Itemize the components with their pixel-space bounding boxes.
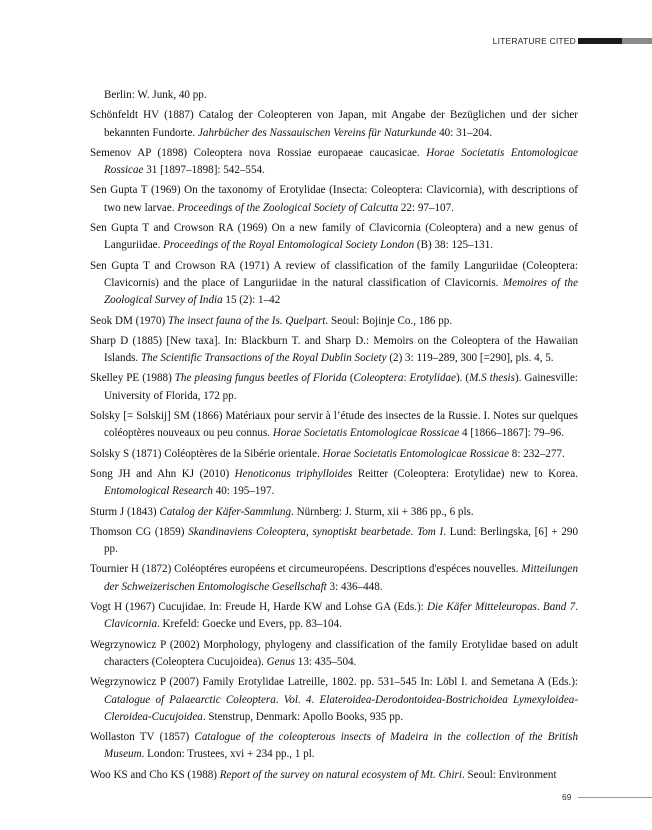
reference-text: Thomson CG (1859) [90,525,189,538]
reference-text: Wegrzynowicz P (2007) Family Erotylidae Latreille, 1802. pp. 531–545 In: Löbl I. and Semetana A (Eds.): [90,676,578,689]
reference-text: Wollaston TV (1857) [90,731,195,744]
reference-italic-text: Die Käfer Mitteleuropas [427,601,537,614]
reference-entry [90,524,578,559]
section-title: LITERATURE CITED [492,36,576,46]
header-bar-dark [578,38,622,44]
reference-text: 40: 31–204. [436,126,493,139]
reference-entry [90,561,578,596]
reference-entry [90,599,578,634]
page-footer [0,791,652,805]
reference-italic-text: Catalogue of Palaearctic Coleoptera [104,693,276,706]
reference-text: 40: 195–197. [212,485,275,498]
reference-italic-text: Erotylidae [409,372,456,385]
reference-text: (B) 38: 125–131. [414,239,494,252]
reference-text: . Seoul: Bojinje Co., 186 pp. [325,314,453,327]
reference-italic-text: Proceedings of the Royal Entomological Society London [163,239,415,252]
reference-italic-text: Memoires of the Zoological Survey of India [104,276,578,307]
reference-italic-text: Henoticonus triphylloides [234,467,353,480]
reference-entry [90,145,578,180]
reference-entry [90,107,578,142]
reference-text: . [410,525,418,538]
reference-text: Tournier H (1872) Coléoptéres européens et circumeuropéens. Descriptions d'espéces nouvelles. [90,563,522,576]
reference-text: 13: 435–504. [295,655,357,668]
reference-text: . [536,601,543,614]
reference-italic-text: Report of the survey on natural ecosystem of Mt. Chiri [219,768,462,781]
reference-text: ). Gainesville: University of Florida, 172 pp. [104,372,579,402]
reference-entry [90,333,578,368]
reference-text: Semenov AP (1898) Coleoptera nova Rossiae europaeae caucasicae. [90,146,427,159]
reference-text: . [311,693,320,706]
reference-text: Seok DM (1970) [90,314,168,327]
reference-text: Sharp D (1885) [New taxa]. In: Blackburn T. and Sharp D.: Memoirs on the Coleoptera of the Hawaiian Islands. [90,334,578,365]
reference-text: . Stenstrup, Denmark: Apollo Books, 935 pp. [202,710,404,723]
reference-italic-text: Coleoptera [353,372,404,385]
reference-entry [90,370,578,405]
reference-text: Sen Gupta T (1969) On the taxonomy of Erotylidae (Insecta: Coleoptera: Clavicornia), with descriptions of two new larvae. [90,184,578,214]
reference-italic-text: The Scientific Transactions of the Royal Dublin Society [140,352,387,365]
reference-entry [90,87,578,104]
reference-italic-text: Skandinaviens Coleoptera, synoptiskt bearbetade [188,525,411,538]
reference-text: 3: 436–448. [326,580,383,593]
reference-text: ). ( [455,372,470,385]
reference-italic-text: Genus [266,655,295,668]
running-header [0,36,652,48]
reference-text: (2) 3: 119–289, 300 [=290], pls. 4, 5. [386,352,554,365]
reference-entry [90,258,578,310]
reference-text: . [575,601,578,614]
reference-entry [90,767,578,784]
reference-text: Song JH and Ahn KJ (2010) [90,467,235,480]
reference-italic-text: Jahrbücher des Nassauischen Vereins für Naturkunde [197,126,437,139]
reference-italic-text: Catalog der Käfer-Sammlung [159,505,292,518]
reference-text: : [403,372,410,385]
reference-entry [90,466,578,501]
reference-italic-text: Catalogue of the coleopterous insects of Madeira in the collection of the British Museum [104,731,579,761]
reference-list [90,87,578,787]
reference-italic-text: The insect fauna of the Is. Quelpart [167,314,326,327]
reference-italic-text: Vol. 4 [283,693,312,706]
reference-entry [90,182,578,217]
reference-italic-text: Horae Societatis Entomologicae Rossicae [104,146,578,177]
reference-text: Sturm J (1843) [90,505,160,518]
reference-italic-text: Mitteilungen der Schweizerischen Entomologische Gesellschaft [104,563,578,593]
footer-rule [578,797,652,798]
reference-text: 4 [1866–1867]: 79–96. [459,427,565,440]
reference-italic-text: Proceedings of the Zoological Society of Calcutta [177,201,399,214]
reference-italic-text: Elateroidea-Derodontoidea-Bostrichoidea Lymexyloidea-Cleroidea-Cucujoidea [104,693,579,723]
reference-entry [90,446,578,463]
reference-entry [90,729,578,764]
reference-text: . London: Trustees, xvi + 234 pp., 1 pl. [141,748,315,761]
reference-entry [90,220,578,255]
reference-entry [90,504,578,521]
reference-entry [90,408,578,443]
reference-text: Sen Gupta T and Crowson RA (1971) A review of classification of the family Languriidae (Coleoptera: Clavicornis) and the place of Languriidae in the natural classification of Clavicornis. [90,259,578,289]
reference-text: . Seoul: Environment [461,768,557,781]
reference-text: . Nürnberg: J. Sturm, xii + 386 pp., 6 pls. [291,505,474,518]
reference-text: Reitter (Coleoptera: Erotylidae) new to Korea. [352,467,578,480]
reference-text: Solsky S (1871) Coléoptères de la Sibérie orientale. [90,447,323,460]
reference-italic-text: Band 7 [542,601,576,614]
reference-italic-text: M.S thesis [469,372,515,385]
reference-text: . Lund: Berlingska, [6] + 290 pp. [104,525,579,556]
reference-text: 22: 97–107. [398,201,454,214]
reference-text: Berlin: W. Junk, 40 pp. [104,89,207,101]
reference-text: 31 [1897–1898]: 542–554. [143,164,265,177]
reference-text: . [275,693,284,706]
reference-italic-text: The pleasing fungus beetles of Florida [174,372,347,385]
reference-italic-text: Horae Societatis Entomologicae Rossicae [322,447,510,460]
reference-text: ( [346,372,354,385]
reference-text: . Krefeld: Goecke und Evers, pp. 83–104. [157,618,342,631]
reference-text: Solsky [= Solskij] SM (1866) Matériaux pour servir à l’étude des insectes de la Russie. I. Notes sur quelques coléoptères nouveaux ou peu connus. [90,410,578,440]
reference-italic-text: Tom I [417,525,444,538]
header-bar-light [622,38,652,44]
reference-text: Wegrzynowicz P (2002) Morphology, phylogeny and classification of the family Erotylidae based on adult characters (Coleoptera Cucujoidea). [90,638,578,668]
reference-text: Schönfeldt HV (1887) Catalog der Coleopteren von Japan, mit Angabe der Bezüglichen und der sicher bekannten Fundorte. [90,109,578,139]
reference-italic-text: Horae Societatis Entomologicae Rossicae [272,427,460,440]
reference-text: Sen Gupta T and Crowson RA (1969) On a new family of Clavicornia (Coleoptera) and a new genus of Languriidae. [90,222,578,252]
reference-entry [90,313,578,330]
reference-entry [90,674,578,726]
reference-text: Skelley PE (1988) [90,372,175,385]
reference-italic-text: Clavicornia [104,618,157,631]
reference-text: Vogt H (1967) Cucujidae. In: Freude H, Harde KW and Lohse GA (Eds.): [90,601,428,614]
reference-entry [90,637,578,672]
reference-text: 8: 232–277. [509,447,565,460]
reference-text: Woo KS and Cho KS (1988) [90,768,220,781]
reference-italic-text: Entomological Research [104,485,213,498]
page-number: 69 [562,792,572,802]
reference-text: 15 (2): 1–42 [222,294,281,307]
